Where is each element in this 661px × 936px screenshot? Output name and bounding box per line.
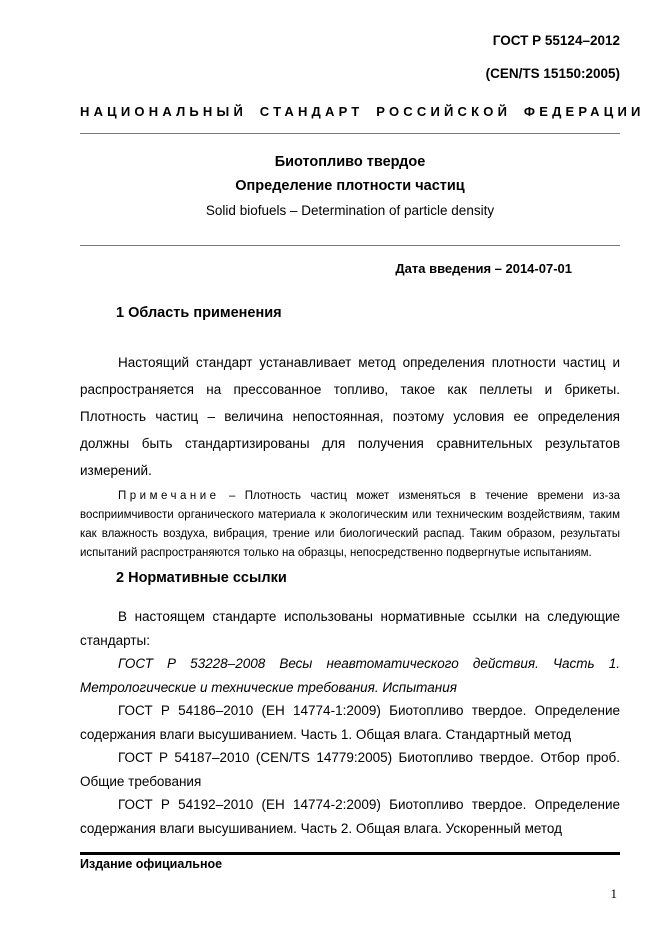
reference-item: ГОСТ Р 53228–2008 Весы неавтоматического действия. Часть 1. Метрологические и технические требования. Испытания bbox=[80, 656, 620, 695]
reference-item: ГОСТ Р 54186–2010 (ЕН 14774-1:2009) Биотопливо твердое. Определение содержания влаги высушиванием. Часть 1. Общая влага. Стандартный метод bbox=[80, 703, 620, 742]
doc-number: ГОСТ Р 55124–2012 bbox=[492, 33, 620, 48]
doc-reference: (CEN/TS 15150:2005) bbox=[485, 66, 620, 81]
header-rule bbox=[80, 133, 620, 134]
title-rule bbox=[80, 245, 620, 246]
section-1-note bbox=[80, 484, 620, 563]
reference-item: ГОСТ Р 54187–2010 (CEN/TS 14779:2005) Биотопливо твердое. Отбор проб. Общие требования bbox=[80, 750, 620, 789]
page-content bbox=[80, 0, 645, 840]
document-title-en: Solid biofuels – Determination of particle density bbox=[205, 203, 495, 218]
document-title-ru-line1: Биотопливо твердое bbox=[274, 154, 426, 170]
footer-rule bbox=[80, 852, 620, 872]
page-number: 1 bbox=[610, 886, 617, 901]
section-1-paragraph: Настоящий стандарт устанавливает метод определения плотности частиц и распространяется на прессованное топливо, такое как пеллеты и брикеты. Плотность частиц – величина непостоянная, поэтому условия ее определения должны быть стандартизированы для получения сравнительных результатов измерений. bbox=[80, 355, 620, 478]
section-1-heading: 1 Область применения bbox=[116, 305, 282, 321]
standard-type-header: НАЦИОНАЛЬНЫЙ СТАНДАРТ РОССИЙСКОЙ ФЕДЕРАЦИИ bbox=[80, 104, 645, 119]
reference-item: ГОСТ Р 54192–2010 (ЕН 14774-2:2009) Биотопливо твердое. Определение содержания влаги высушиванием. Часть 2. Общая влага. Ускоренный метод bbox=[80, 797, 620, 836]
section-2-intro: В настоящем стандарте использованы нормативные ссылки на следующие стандарты: bbox=[80, 609, 620, 648]
note-text: – Плотность частиц может изменяться в течение времени из-за восприимчивости органического материала к экологическим или техническим воздействиям, таким как влажность воздуха, вибрация, трение или биологический распад. Таким образом, результаты испытаний распространяются только на образцы, непосредственно подвергнутые испытаниям. bbox=[80, 490, 620, 559]
document-title-ru-line2: Определение плотности частиц bbox=[235, 178, 465, 194]
edition-note: Издание официальное bbox=[80, 857, 223, 871]
effective-date: Дата введения – 2014-07-01 bbox=[395, 261, 572, 276]
section-2-heading: 2 Нормативные ссылки bbox=[116, 570, 287, 586]
note-label: Примечание bbox=[118, 490, 220, 502]
document-title-ru bbox=[80, 150, 620, 198]
